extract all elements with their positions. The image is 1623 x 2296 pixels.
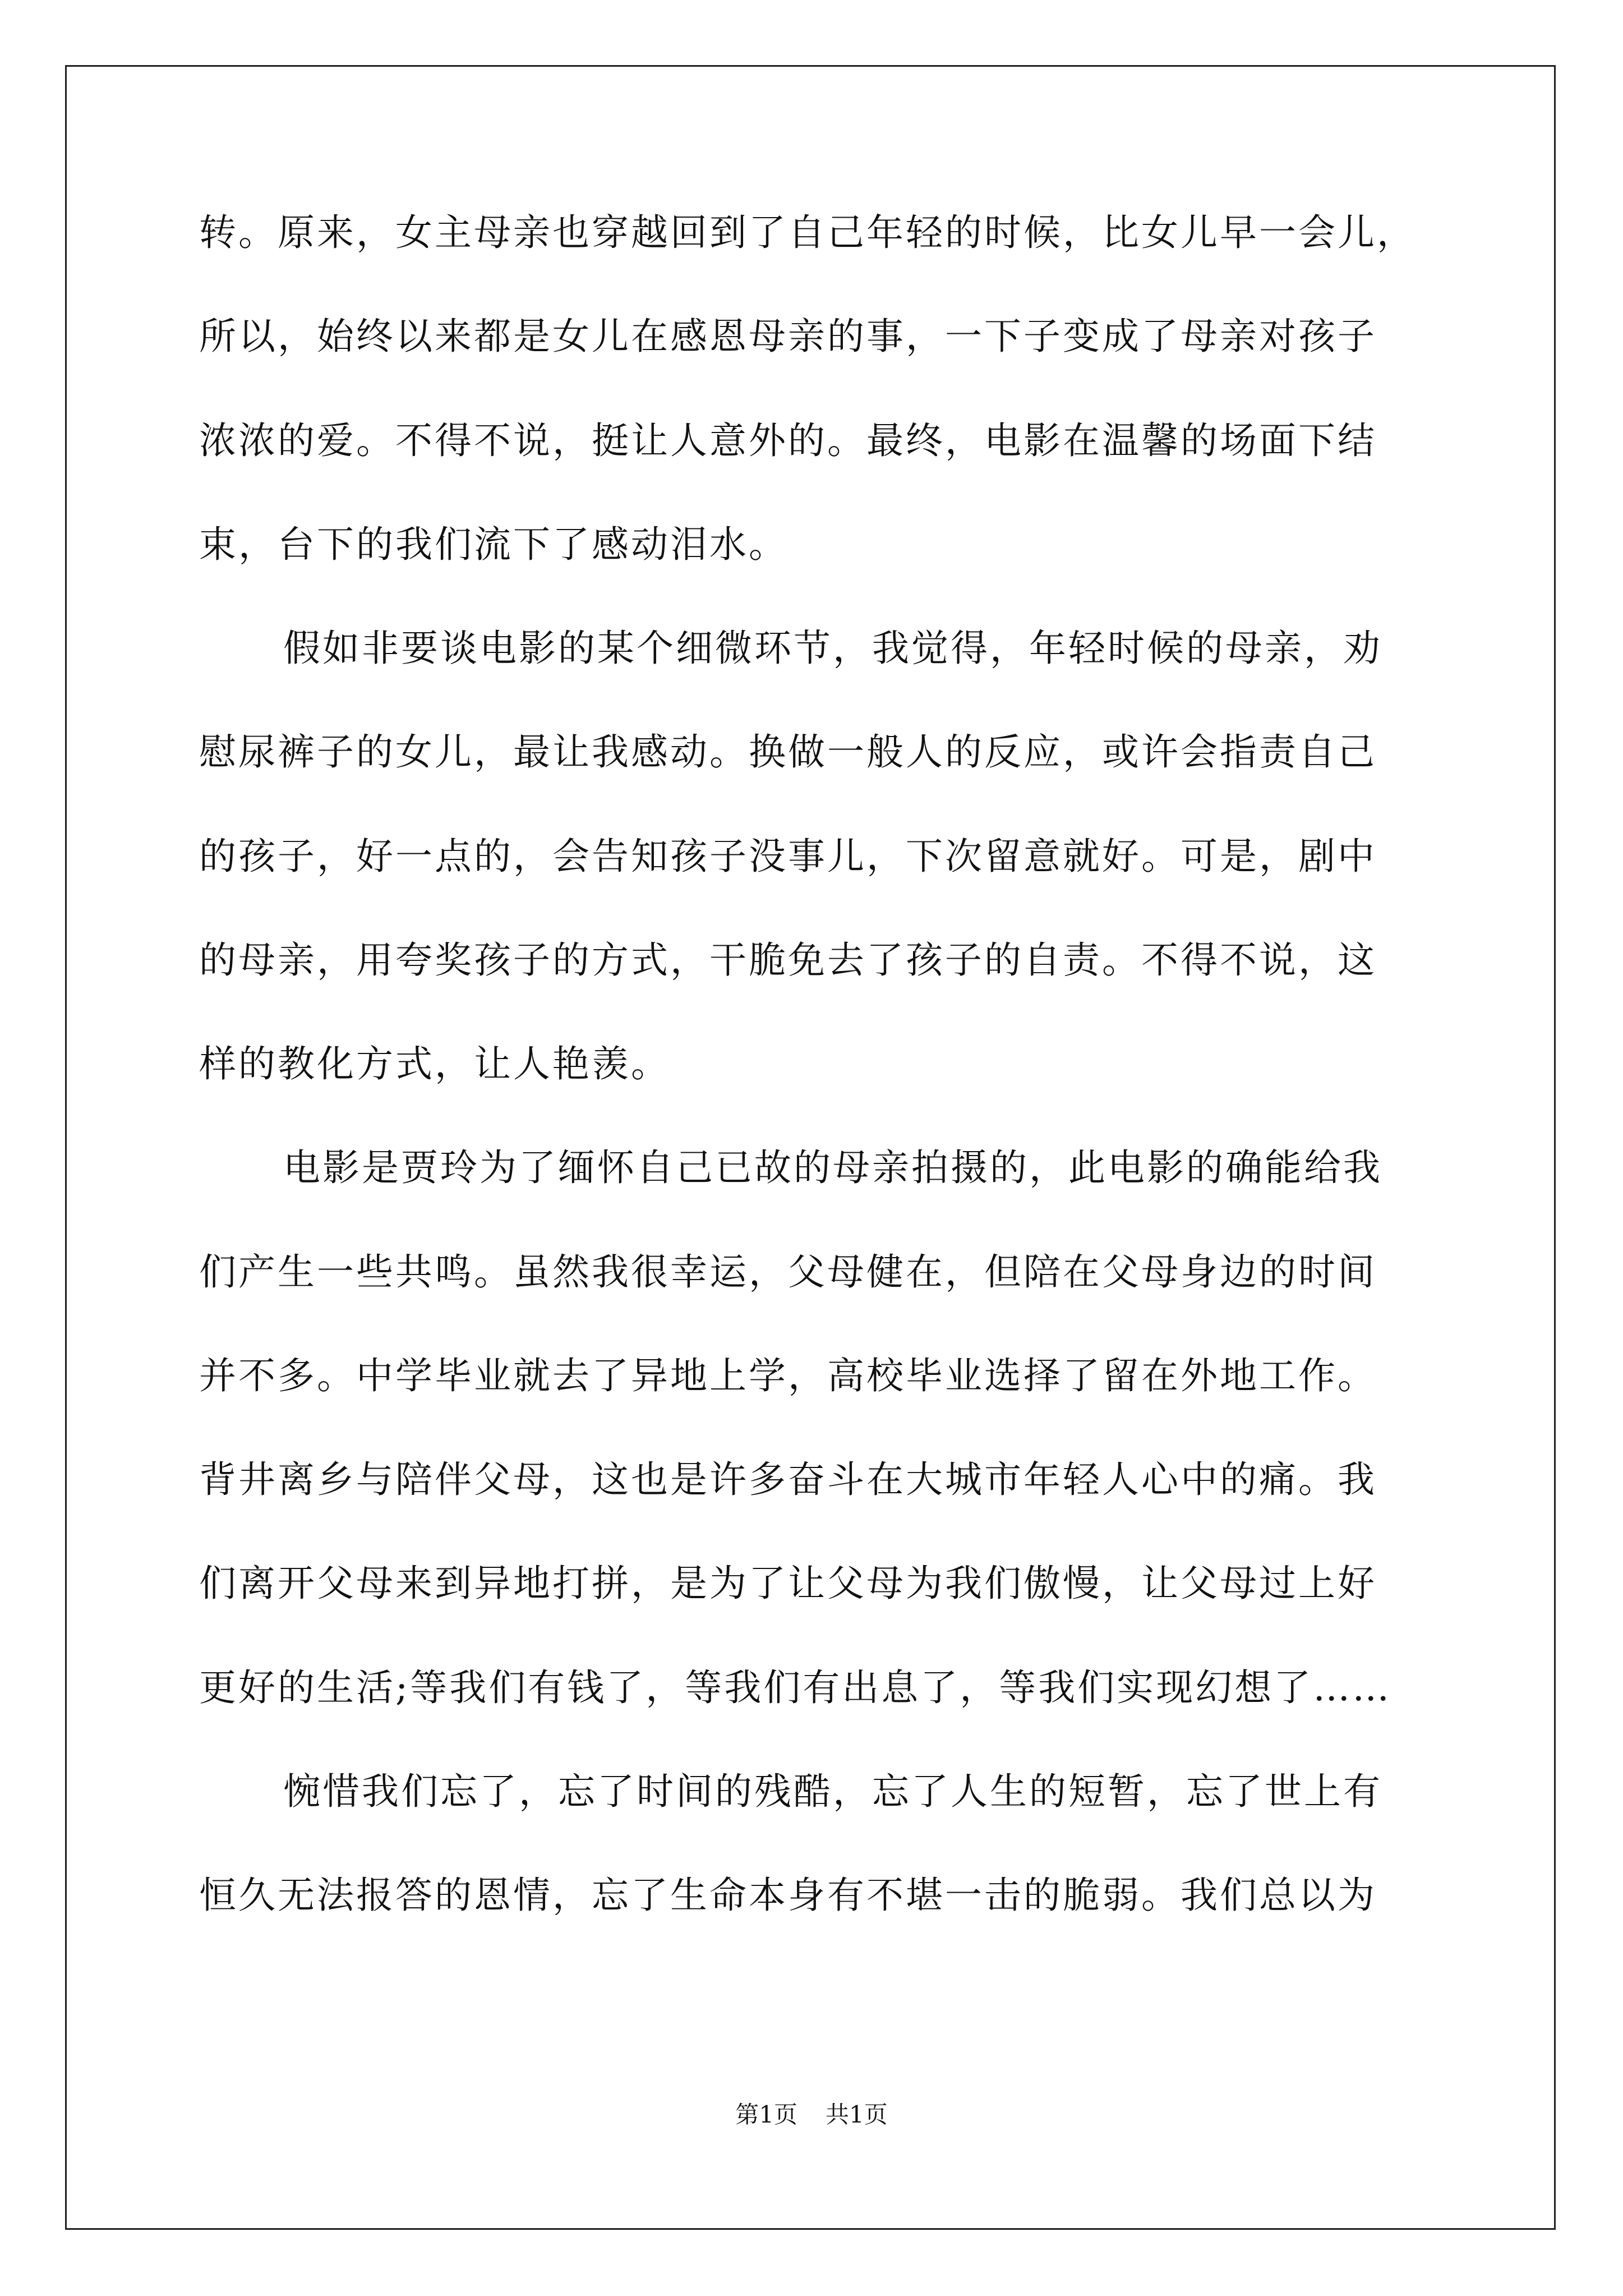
- text-line: 更好的生活;等我们有钱了，等我们有出息了，等我们实现幻想了……: [199, 1666, 1392, 1709]
- text-line: 电影是贾玲为了缅怀自己已故的母亲拍摄的，此电影的确能给我: [283, 1146, 1382, 1189]
- text-line: 浓浓的爱。不得不说，挺让人意外的。最终，电影在温馨的场面下结: [199, 419, 1377, 462]
- text-line: 惋惜我们忘了，忘了时间的残酷，忘了人生的短暂，忘了世上有: [283, 1770, 1382, 1813]
- page-number: 第1页: [735, 2101, 797, 2128]
- text-line: 转。原来，女主母亲也穿越回到了自己年轻的时候，比女儿早一会儿，: [199, 211, 1416, 254]
- text-line: 慰尿裤子的女儿，最让我感动。换做一般人的反应，或许会指责自己: [199, 730, 1377, 774]
- text-line: 背井离乡与陪伴父母，这也是许多奋斗在大城市年轻人心中的痛。我: [199, 1458, 1377, 1501]
- text-line: 样的教化方式，让人艳羡。: [199, 1042, 670, 1085]
- page-total: 共1页: [826, 2101, 888, 2128]
- text-line: 所以，始终以来都是女儿在感恩母亲的事，一下子变成了母亲对孩子: [199, 315, 1377, 358]
- text-line: 的母亲，用夸奖孩子的方式，干脆免去了孩子的自责。不得不说，这: [199, 938, 1377, 982]
- text-line: 恒久无法报答的恩情，忘了生命本身有不堪一击的脆弱。我们总以为: [199, 1874, 1377, 1917]
- text-line: 束，台下的我们流下了感动泪水。: [199, 523, 788, 566]
- text-line: 们产生一些共鸣。虽然我很幸运，父母健在，但陪在父母身边的时间: [199, 1250, 1377, 1294]
- page-footer: [0, 2098, 1623, 2132]
- text-line: 并不多。中学毕业就去了异地上学，高校毕业选择了留在外地工作。: [199, 1354, 1377, 1397]
- text-line: 的孩子，好一点的，会告知孩子没事儿，下次留意就好。可是，剧中: [199, 835, 1377, 878]
- text-line: 假如非要谈电影的某个细微环节，我觉得，年轻时候的母亲，劝: [283, 627, 1382, 670]
- text-line: 们离开父母来到异地打拼，是为了让父母为我们傲慢，让父母过上好: [199, 1562, 1377, 1605]
